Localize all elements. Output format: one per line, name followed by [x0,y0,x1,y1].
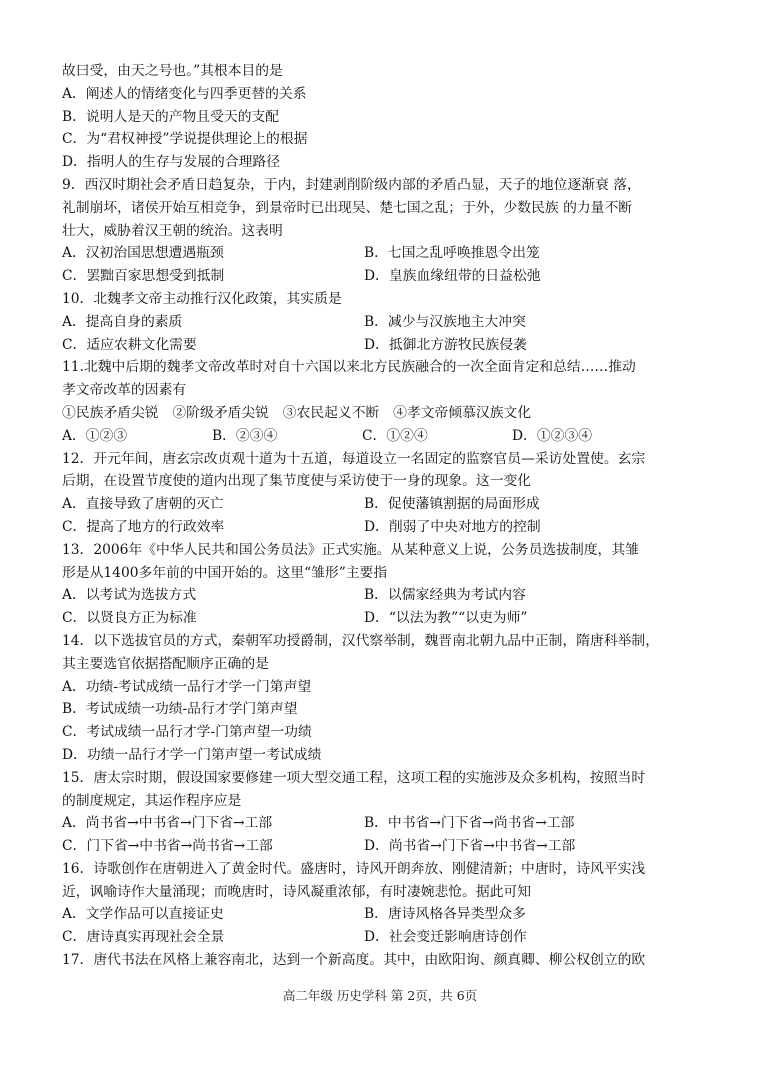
question-8-stem: 故曰受，由天之号也。”其根本目的是 [62,63,283,79]
question-12-stem-line: 后期，在设置节度使的道内出现了集节度使与采访使于一身的现象。这一变化 [62,473,532,490]
question-14-stem-line: 14．以下选拔官员的方式，秦朝军功授爵制，汉代察举制，魏晋南北朝九品中正制，隋唐科举制， [62,632,660,649]
question-13-options-row [62,584,712,607]
question-9-option-a: A．汉初治国思想遭遇瓶颈 [62,245,224,262]
question-10-option-a: A．提高自身的素质 [62,313,183,330]
question-8-option-b: B．说明人是天的产物且受天的支配 [62,108,280,125]
question-15-stem-line: 的制度规定，其运作程序应是 [62,792,242,809]
question-17-stem-line: 17．唐代书法在风格上兼容南北，达到一个新高度。其中，由欧阳询、颜真卿、柳公权创立的欧 [62,952,646,969]
question-16-options-row [62,903,712,926]
question-12-options-row [62,516,712,539]
exam-content [62,60,712,972]
question-11-options-row [62,425,712,448]
question-16-option-b: B．唐诗风格各异类型众多 [364,906,526,923]
question-15-option-b: B．中书省→门下省→尚书省→工部 [364,815,575,832]
question-14-option-d: D．功绩一品行才学一门第声望一考试成绩 [62,746,322,763]
question-13-option-d: D．“以法为教”“以吏为师” [364,610,528,627]
question-10-stem-line: 10．北魏孝文帝主动推行汉化政策，其实质是 [62,290,342,307]
question-9-stem-line: 9．西汉时期社会矛盾日趋复杂，于内，封建剥削阶级内部的矛盾凸显，天子的地位逐渐衰 落， [62,176,641,193]
question-10-option-d: D．抵御北方游牧民族侵袭 [364,336,527,353]
question-8-option-c: C．为“君权神授”学说提供理论上的根据 [62,131,308,148]
question-16-option-c: C．唐诗真实再现社会全景 [62,929,225,946]
question-11-stem-line: 11.北魏中后期的魏孝文帝改革时对自十六国以来北方民族融合的一次全面肯定和总结……推动 [62,359,636,376]
question-15-option-c: C．门下省→中书省→尚书省→工部 [62,838,273,855]
question-14-stem-line: 其主要选官依据搭配顺序正确的是 [62,655,269,672]
question-10-option-c: C．适应农耕文化需要 [62,336,197,353]
question-9-stem-line: 壮大，威胁着汉王朝的统治。这表明 [62,222,283,239]
question-11-option-d: D．①②③④ [512,427,593,444]
question-9-options-row [62,265,712,288]
question-12-options-row [62,493,712,516]
page-footer: 高二年级 历史学科 第 2页，共 6页 [282,988,478,1003]
question-13-option-b: B．以儒家经典为考试内容 [364,587,526,604]
question-13-stem-line: 13．2006年《中华人民共和国公务员法》正式实施。从某种意义上说，公务员选拔制度，其雏 [62,541,639,558]
question-13-option-c: C．以贤良方正为标准 [62,610,197,627]
question-10-option-b: B．减少与汉族地主大冲突 [364,313,526,330]
question-9-options-row [62,242,712,265]
question-9-option-c: C．罢黜百家思想受到抵制 [62,268,225,285]
question-11-factors: ①民族矛盾尖锐 ②阶级矛盾尖锐 ③农民起义不断 ④孝文帝倾慕汉族文化 [62,404,532,421]
question-11-option-a: A．①②③ [62,427,128,444]
question-11-stem-line: 孝文帝改革的因素有 [62,382,187,399]
question-16-options-row [62,926,712,949]
question-12-option-d: D．削弱了中央对地方的控制 [364,518,541,535]
question-16-option-a: A．文学作品可以直接证史 [62,906,224,923]
question-12-option-c: C．提高了地方的行政效率 [62,518,225,535]
question-15-option-d: D．尚书省→门下省→中书省→工部 [364,838,576,855]
question-9-stem-line: 礼制崩坏，诸侯开始互相竞争，到景帝时已出现吴、楚七国之乱；于外，少数民族 的力量不断 [62,199,633,216]
question-9-option-d: D．皇族血缘纽带的日益松弛 [364,268,541,285]
question-11-option-b: B．②③④ [212,427,278,444]
question-8-option-d: D．指明人的生存与发展的合理路径 [62,154,281,171]
question-12-stem-line: 12．开元年间，唐玄宗改贞观十道为十五道，每道设立一名固定的监察官员—采访处置使。玄宗 [62,450,646,467]
question-10-options-row [62,334,712,357]
question-15-options-row [62,835,712,858]
question-8-option-a: A．阐述人的情绪变化与四季更替的关系 [62,85,307,102]
question-11-option-c: C．①②④ [362,427,428,444]
question-10-options-row [62,311,712,334]
question-14-option-a: A．功绩-考试成绩一品行才学一门第声望 [62,678,312,695]
question-16-stem-line: 16．诗歌创作在唐朝进入了黄金时代。盛唐时，诗风开朗奔放、刚健清新；中唐时，诗风平实浅 [62,860,646,877]
question-13-option-a: A．以考试为选拔方式 [62,587,197,604]
question-15-option-a: A．尚书省→中书省→门下省→工部 [62,815,273,832]
question-15-options-row [62,812,712,835]
question-14-option-b: B．考试成绩一功绩-品行才学门第声望 [62,701,298,718]
question-14-option-c: C．考试成绩一品行才学-门第声望一功绩 [62,724,312,741]
question-16-stem-line: 近，讽喻诗作大量涌现；而晚唐时，诗风凝重浓郁，有时凄婉悲怆。据此可知 [62,883,532,900]
question-15-stem-line: 15．唐太宗时期，假设国家要修建一项大型交通工程，这项工程的实施涉及众多机构，按照当时 [62,769,646,786]
question-12-option-a: A．直接导致了唐朝的灭亡 [62,496,224,513]
question-13-stem-line: 形是从1400多年前的中国开始的。这里“雏形”主要指 [62,564,388,581]
question-13-options-row [62,607,712,630]
question-9-option-b: B．七国之乱呼唤推恩令出笼 [364,245,540,262]
question-12-option-b: B．促使藩镇割据的局面形成 [364,496,540,513]
question-16-option-d: D．社会变迁影响唐诗创作 [364,929,527,946]
